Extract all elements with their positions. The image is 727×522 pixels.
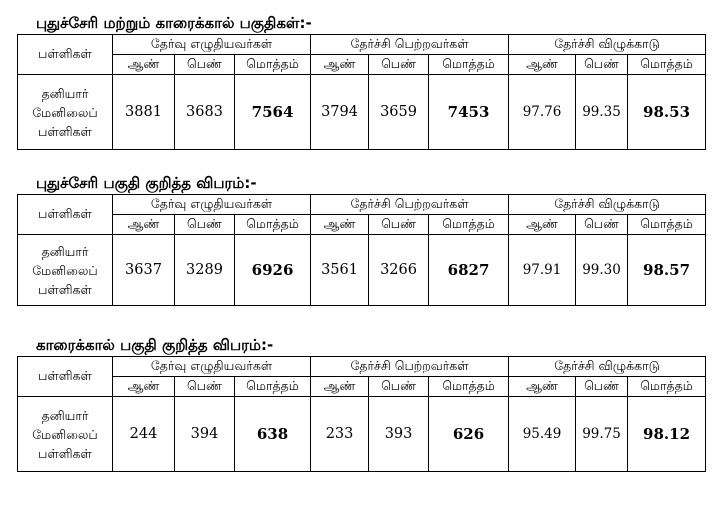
school-column-header: பள்ளிகள் (18, 357, 113, 397)
total-header: மொத்தம் (235, 215, 311, 235)
girls-header: பெண் (175, 55, 235, 75)
girls-header: பெண் (576, 55, 628, 75)
total-header: மொத்தம் (235, 55, 311, 75)
total-header: மொத்தம் (628, 377, 706, 397)
girls-header: பெண் (175, 377, 235, 397)
results-table (17, 194, 706, 306)
appeared-boys-cell: 3881 (113, 75, 175, 150)
passed-boys-cell: 3794 (311, 75, 369, 150)
school-column-header: பள்ளிகள் (18, 35, 113, 75)
pass-percentage-group-header: தேர்ச்சி விழுக்காடு (509, 357, 706, 377)
appeared-total-cell: 7564 (235, 75, 311, 150)
total-header: மொத்தம் (235, 377, 311, 397)
appeared-group-header: தேர்வு எழுதியவர்கள் (113, 195, 311, 215)
passed-total-cell: 6827 (429, 235, 509, 306)
boys-header: ஆண் (509, 215, 576, 235)
girls-header: பெண் (369, 55, 429, 75)
pass-percentage-group-header: தேர்ச்சி விழுக்காடு (509, 195, 706, 215)
school-column-header: பள்ளிகள் (18, 195, 113, 235)
passed-group-header: தேர்ச்சி பெற்றவர்கள் (311, 35, 509, 55)
percentage-boys-cell: 95.49 (509, 397, 576, 472)
pass-percentage-group-header: தேர்ச்சி விழுக்காடு (509, 35, 706, 55)
percentage-total-cell: 98.57 (628, 235, 706, 306)
total-header: மொத்தம் (429, 215, 509, 235)
row-label (18, 397, 113, 472)
section-title: புதுச்சேரி மற்றும் காரைக்கால் பகுதிகள்:- (36, 14, 312, 32)
girls-header: பெண் (576, 215, 628, 235)
boys-header: ஆண் (311, 55, 369, 75)
girls-header: பெண் (175, 215, 235, 235)
percentage-girls-cell: 99.75 (576, 397, 628, 472)
row-label-line: பள்ளிகள் (38, 123, 92, 139)
boys-header: ஆண் (113, 215, 175, 235)
total-header: மொத்தம் (628, 215, 706, 235)
percentage-girls-cell: 99.35 (576, 75, 628, 150)
appeared-group-header: தேர்வு எழுதியவர்கள் (113, 35, 311, 55)
percentage-boys-cell: 97.91 (509, 235, 576, 306)
appeared-boys-cell: 244 (113, 397, 175, 472)
boys-header: ஆண் (509, 55, 576, 75)
passed-girls-cell: 3266 (369, 235, 429, 306)
row-label (18, 235, 113, 306)
table-row (18, 235, 706, 306)
section-title: காரைக்கால் பகுதி குறித்த விபரம்:- (36, 336, 274, 354)
appeared-total-cell: 6926 (235, 235, 311, 306)
total-header: மொத்தம் (429, 55, 509, 75)
appeared-boys-cell: 3637 (113, 235, 175, 306)
percentage-boys-cell: 97.76 (509, 75, 576, 150)
row-label-line: தனியார் (41, 85, 89, 101)
passed-total-cell: 626 (429, 397, 509, 472)
row-label-line: மேனிலைப் (32, 262, 98, 278)
boys-header: ஆண் (113, 377, 175, 397)
row-label-line: பள்ளிகள் (38, 445, 92, 461)
passed-boys-cell: 233 (311, 397, 369, 472)
passed-group-header: தேர்ச்சி பெற்றவர்கள் (311, 195, 509, 215)
percentage-girls-cell: 99.30 (576, 235, 628, 306)
passed-group-header: தேர்ச்சி பெற்றவர்கள் (311, 357, 509, 377)
boys-header: ஆண் (113, 55, 175, 75)
row-label-line: மேனிலைப் (32, 104, 98, 120)
girls-header: பெண் (369, 215, 429, 235)
appeared-girls-cell: 3683 (175, 75, 235, 150)
appeared-girls-cell: 394 (175, 397, 235, 472)
boys-header: ஆண் (509, 377, 576, 397)
row-label-line: மேனிலைப் (32, 426, 98, 442)
total-header: மொத்தம் (429, 377, 509, 397)
row-label-line: பள்ளிகள் (38, 281, 92, 297)
section-title: புதுச்சேரி பகுதி குறித்த விபரம்:- (36, 174, 257, 192)
percentage-total-cell: 98.53 (628, 75, 706, 150)
boys-header: ஆண் (311, 215, 369, 235)
girls-header: பெண் (369, 377, 429, 397)
table-row (18, 397, 706, 472)
appeared-group-header: தேர்வு எழுதியவர்கள் (113, 357, 311, 377)
passed-boys-cell: 3561 (311, 235, 369, 306)
passed-total-cell: 7453 (429, 75, 509, 150)
row-label-line: தனியார் (41, 243, 89, 259)
total-header: மொத்தம் (628, 55, 706, 75)
passed-girls-cell: 3659 (369, 75, 429, 150)
row-label (18, 75, 113, 150)
results-table (17, 34, 706, 150)
appeared-total-cell: 638 (235, 397, 311, 472)
boys-header: ஆண் (311, 377, 369, 397)
results-table (17, 356, 706, 472)
percentage-total-cell: 98.12 (628, 397, 706, 472)
appeared-girls-cell: 3289 (175, 235, 235, 306)
girls-header: பெண் (576, 377, 628, 397)
table-row (18, 75, 706, 150)
passed-girls-cell: 393 (369, 397, 429, 472)
row-label-line: தனியார் (41, 407, 89, 423)
